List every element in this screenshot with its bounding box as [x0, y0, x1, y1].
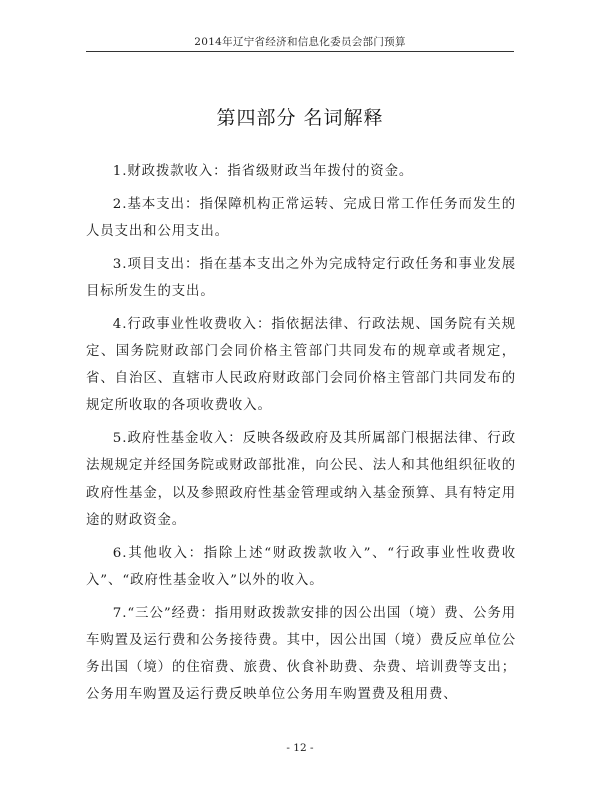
- running-header: 2014年辽宁省经济和信息化委员会部门预算: [194, 36, 406, 48]
- body-text: [86, 158, 516, 714]
- paragraph-6: 6.其他收入：指除上述“财政拨款收入”、“行政事业性收费收入”、“政府性基金收入”以外的收入。: [86, 545, 516, 588]
- paragraph-5: 5.政府性基金收入：反映各级政府及其所属部门根据法律、行政法规规定并经国务院或财政部批准，向公民、法人和其他组织征收的政府性基金，以及参照政府性基金管理或纳入基金预算、具有特定用途的财政资金。: [86, 431, 516, 528]
- paragraph-4: 4.行政事业性收费收入：指依据法律、行政法规、国务院有关规定、国务院财政部门会同价格主管部门共同发布的规章或者规定，省、自治区、直辖市人民政府财政部门会同价格主管部门共同发布的规定所收取的各项收费收入。: [86, 316, 516, 414]
- paragraph-3: 3.项目支出：指在基本支出之外为完成特定行政任务和事业发展目标所发生的支出。: [86, 256, 516, 299]
- page-title: 第四部分 名词解释: [216, 107, 384, 129]
- paragraph-7: 7.“三公”经费：指用财政拨款安排的因公出国（境）费、公务用车购置及运行费和公务接待费。其中，因公出国（境）费反应单位公务出国（境）的住宿费、旅费、伙食补助费、杂费、培训费等支出；公务用车购置及运行费反映单位公务用车购置费及租用费、: [86, 605, 516, 703]
- header-rule: [86, 51, 514, 52]
- paragraph-1: 1.财政拨款收入：指省级财政当年拨付的资金。: [112, 164, 414, 179]
- page-number: - 12 -: [286, 742, 314, 754]
- paragraph-2: 2.基本支出：指保障机构正常运转、完成日常工作任务而发生的人员支出和公用支出。: [86, 196, 516, 239]
